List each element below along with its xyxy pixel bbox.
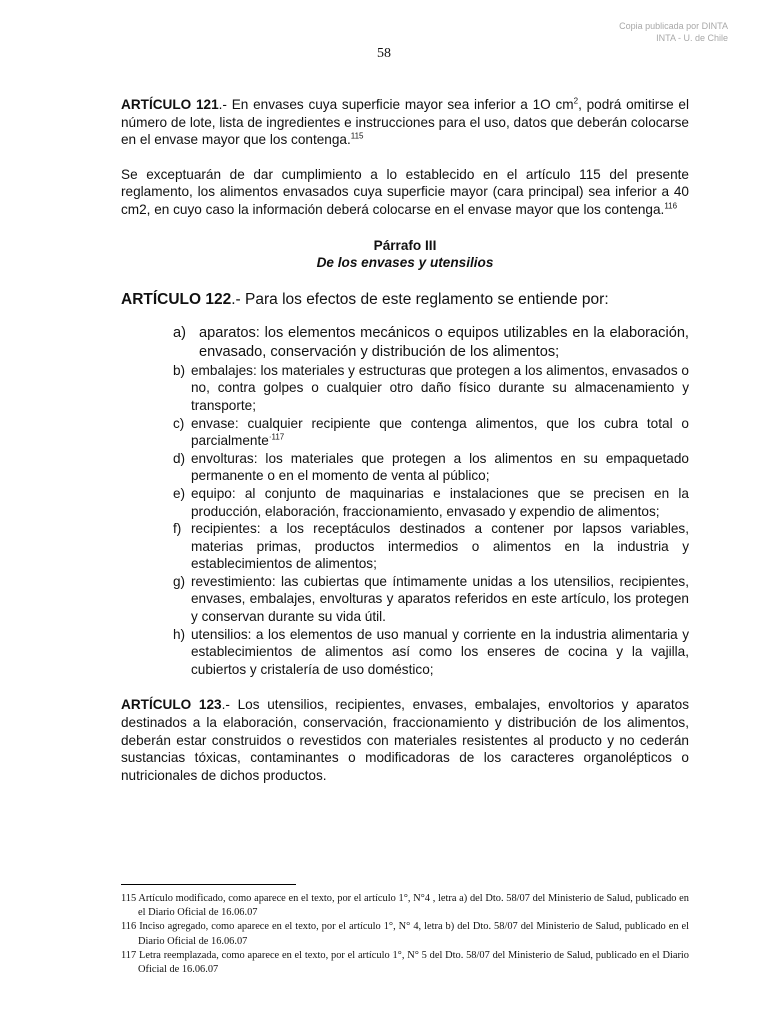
list-item [173,415,689,450]
item-label: f) [173,521,182,537]
item-label: e) [173,485,186,501]
item-text: envolturas: los materiales que protegen a los alimentos en su empaquetado permanente o en el momento de venta al público; [191,450,689,484]
footnote: 117 Letra reemplazada, como aparece en el texto, por el artículo 1°, N° 5 del Dto. 58/07 del Ministerio de Salud, publicado en el Diario Oficial de 16.06.07 [121,949,689,976]
article-121-text-cont: , podrá omitirse el número de lote, lista de ingredientes e instrucciones para el uso, datos que deberán colocarse en el envase mayor que los contenga. [121,97,690,148]
footnote-ref-117: ·117 [268,432,285,442]
list-item [173,626,689,679]
watermark [619,20,728,44]
footnote: 116 Inciso agregado, como aparece en el texto, por el artículo 1°, N° 4, letra b) del Dto. 58/07 del Ministerio de Salud, publicado en el Diario Oficial de 16.06.07 [121,921,689,947]
item-label: c) [173,415,185,431]
article-123 [121,696,689,784]
list-item [173,324,689,362]
item-text: aparatos: los elementos mecánicos o equipos utilizables en la elaboración, envasado, conservación y distribución de los alimentos; [199,324,689,360]
item-label: d) [173,450,186,466]
paragraph-text: Se exceptuarán de dar cumplimiento a lo establecido en el artículo 115 del presente reglamento, los alimentos envasados cuya superficie mayor (cara principal) sea inferior a 40 cm2, en cuyo caso la información deberá colocarse en el envase mayor que los contenga. [121,166,689,217]
section-subtitle: De los envases y utensilios [316,255,494,271]
item-label: a) [173,324,186,341]
item-text: revestimiento: las cubiertas que íntimamente unidas a los utensilios, recipientes, envases, embalajes, envolturas y aparatos referidos en este artículo, los protegen y conservan durante su vida útil. [191,573,689,625]
item-text: utensilios: a los elementos de uso manual y corriente en la industria alimentaria y establecimientos de alimentos así como los enseres de cocina y la vajilla, cubiertos y cristalería de uso doméstico; [191,626,689,677]
watermark-line-1: Copia publicada por DINTA [619,21,728,31]
article-121-text: .- En envases cuya superficie mayor sea inferior a 1O cm [218,97,574,112]
page-number: 58 [377,46,391,61]
article-122 [121,290,689,310]
item-label: g) [173,573,186,589]
article-123-text: .- Los utensilios, recipientes, envases, embalajes, envoltorios y aparatos destinados a la elaboración, conservación, fraccionamiento y distribución de los alimentos, deberán estar construidos o revestidos con materiales resistentes al producto y no cederán sustancias tóxicas, contaminantes o modificadoras de los caracteres organolépticos o nutricionales de dichos productos. [121,697,689,783]
article-121-paragraph-2 [121,166,689,219]
article-122-text: .- Para los efectos de este reglamento se entiende por: [231,290,609,308]
footnote-ref-116: 116 [664,201,678,211]
item-text: equipo: al conjunto de maquinarias e instalaciones que se precisen en la producción, elaboración, fraccionamiento, envasado y expendio de alimentos; [191,485,689,519]
article-122-label: ARTÍCULO 122 [121,290,232,308]
item-text: envase: cualquier recipiente que contenga alimentos, que los cubra total o parcialmente [191,415,689,449]
item-text: recipientes: a los receptáculos destinados a contener por lapsos variables, materias primas, productos intermedios o alimentos en la industria y establecimientos de alimentos; [191,521,689,572]
list-item [173,573,689,626]
article-123-label: ARTÍCULO 123 [121,697,222,713]
item-label: b) [173,362,186,378]
section-title: Párrafo III [373,237,437,253]
footnotes [121,892,689,977]
list-item [173,362,689,415]
definition-list [121,324,689,679]
item-label: h) [173,626,186,642]
section-heading [121,237,689,272]
article-121 [121,96,689,149]
list-item [173,485,689,520]
footnote-separator [121,884,296,885]
item-text: embalajes: los materiales y estructuras que protegen a los alimentos, envasados o no, contra golpes o cualquier otro daño físico durante su almacenamiento y transporte; [191,362,689,413]
list-item [173,520,689,573]
footnote-ref-115: 115 [350,131,364,141]
unit-superscript: 2 [573,96,579,106]
footnote: 115 Artículo modificado, como aparece en el texto, por el artículo 1°, N°4 , letra a) del Dto. 58/07 del Ministerio de Salud, publicado en el Diario Oficial de 16.06.07 [121,893,689,919]
article-121-label: ARTÍCULO 121 [121,97,219,112]
document-body [121,96,689,784]
watermark-line-2: INTA - U. de Chile [656,33,728,43]
list-item [173,450,689,485]
